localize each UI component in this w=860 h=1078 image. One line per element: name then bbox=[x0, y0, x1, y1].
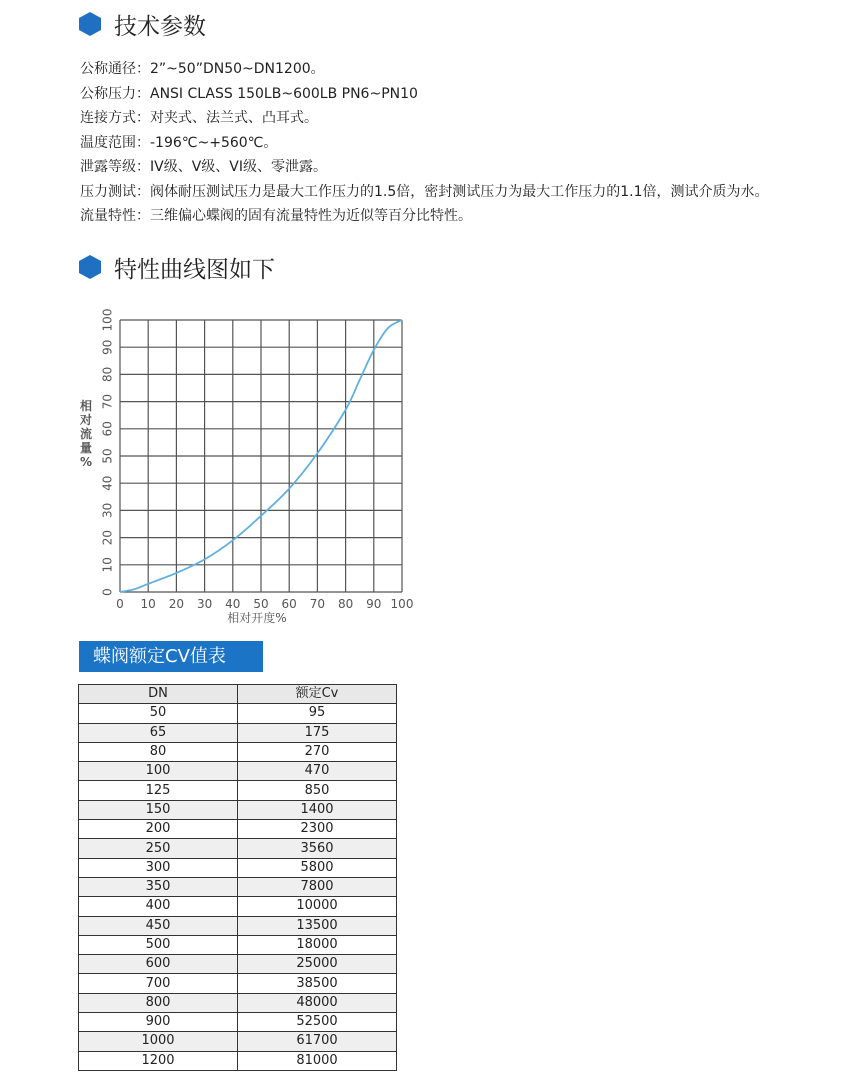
x-tick-label: 10 bbox=[140, 597, 156, 611]
spec-label: 压力测试： bbox=[80, 183, 150, 200]
table-row bbox=[79, 723, 397, 742]
spec-value: 三维偏心蝶阀的固有流量特性为近似等百分比特性。 bbox=[150, 208, 472, 224]
cell-dn: 800 bbox=[79, 993, 238, 1012]
table-row bbox=[79, 781, 397, 800]
cell-dn: 500 bbox=[79, 935, 238, 954]
table-row bbox=[79, 820, 397, 839]
x-tick-label: 0 bbox=[116, 597, 124, 611]
cell-cv: 25000 bbox=[238, 955, 397, 974]
y-tick-label: 80 bbox=[100, 366, 115, 383]
cell-dn: 900 bbox=[79, 1013, 238, 1032]
table-row bbox=[79, 974, 397, 993]
cell-cv: 175 bbox=[238, 723, 397, 742]
spec-value: 阀体耐压测试压力是最大工作压力的1.5倍，密封测试压力为最大工作压力的1.1倍，测试介质为水。 bbox=[150, 183, 769, 200]
spec-row bbox=[80, 106, 769, 131]
table-row bbox=[79, 1013, 397, 1032]
spec-row bbox=[80, 204, 769, 229]
table-row bbox=[79, 955, 397, 974]
x-tick-label: 30 bbox=[196, 597, 213, 611]
cell-cv: 81000 bbox=[238, 1051, 397, 1070]
cell-cv: 3560 bbox=[238, 839, 397, 858]
spec-label: 公称压力： bbox=[80, 85, 150, 102]
cv-table-title: 蝶阀额定CV值表 bbox=[79, 641, 263, 672]
cell-cv: 95 bbox=[238, 704, 397, 723]
y-axis-label-char: 相 bbox=[79, 399, 93, 413]
y-tick-label: 90 bbox=[100, 339, 115, 355]
chart-svg bbox=[72, 295, 432, 635]
table-row bbox=[79, 742, 397, 761]
cell-dn: 125 bbox=[79, 781, 238, 800]
cell-cv: 38500 bbox=[238, 974, 397, 993]
table-header-row bbox=[79, 685, 397, 704]
x-tick-label: 60 bbox=[281, 597, 297, 611]
y-tick-label: 50 bbox=[100, 448, 115, 464]
spec-label: 泄露等级： bbox=[80, 159, 150, 175]
spec-value: 对夹式、法兰式、凸耳式。 bbox=[150, 110, 318, 126]
table-row bbox=[79, 1051, 397, 1070]
cell-cv: 850 bbox=[238, 781, 397, 800]
table-row bbox=[79, 839, 397, 858]
cv-table bbox=[78, 684, 397, 1071]
y-axis-label-char: % bbox=[79, 455, 93, 469]
cell-dn: 200 bbox=[79, 820, 238, 839]
section-title-curve: 特性曲线图如下 bbox=[114, 257, 275, 283]
cell-cv: 7800 bbox=[238, 877, 397, 896]
cell-dn: 1000 bbox=[79, 1032, 238, 1051]
x-tick-label: 50 bbox=[253, 597, 269, 611]
spec-row bbox=[80, 57, 769, 82]
spec-list bbox=[80, 57, 769, 229]
cell-dn: 50 bbox=[79, 704, 238, 723]
hexagon-bullet-icon bbox=[79, 12, 101, 36]
spec-row bbox=[80, 131, 769, 156]
table-row bbox=[79, 897, 397, 916]
x-tick-label: 40 bbox=[225, 597, 241, 611]
cell-dn: 150 bbox=[79, 800, 238, 819]
spec-value: IV级、V级、VI级、零泄露。 bbox=[150, 159, 327, 175]
cell-dn: 350 bbox=[79, 877, 238, 896]
spec-label: 温度范围： bbox=[80, 134, 150, 151]
cell-cv: 2300 bbox=[238, 820, 397, 839]
cell-dn: 100 bbox=[79, 762, 238, 781]
column-header-dn: DN bbox=[79, 685, 238, 704]
table-row bbox=[79, 858, 397, 877]
y-tick-label: 70 bbox=[100, 393, 115, 410]
table-row bbox=[79, 1032, 397, 1051]
cell-cv: 48000 bbox=[238, 993, 397, 1012]
cell-cv: 5800 bbox=[238, 858, 397, 877]
table-row bbox=[79, 704, 397, 723]
cell-dn: 65 bbox=[79, 723, 238, 742]
cell-cv: 470 bbox=[238, 762, 397, 781]
table-row bbox=[79, 935, 397, 954]
section-title-tech-params: 技术参数 bbox=[114, 14, 206, 40]
x-axis-label: 相对开度% bbox=[227, 611, 287, 625]
table-row bbox=[79, 993, 397, 1012]
spec-row bbox=[80, 155, 769, 180]
y-axis-label-char: 流 bbox=[79, 427, 93, 441]
cell-cv: 52500 bbox=[238, 1013, 397, 1032]
table-row bbox=[79, 916, 397, 935]
spec-label: 连接方式： bbox=[80, 110, 150, 126]
cell-cv: 13500 bbox=[238, 916, 397, 935]
cell-cv: 18000 bbox=[238, 935, 397, 954]
spec-row bbox=[80, 180, 769, 205]
cell-dn: 450 bbox=[79, 916, 238, 935]
cell-dn: 300 bbox=[79, 858, 238, 877]
cell-cv: 270 bbox=[238, 742, 397, 761]
y-axis-label-char: 量 bbox=[79, 441, 93, 455]
spec-label: 流量特性： bbox=[80, 208, 150, 224]
cell-cv: 1400 bbox=[238, 800, 397, 819]
y-tick-label: 40 bbox=[100, 475, 115, 491]
y-tick-label: 30 bbox=[100, 502, 115, 519]
flow-characteristic-chart bbox=[72, 295, 432, 639]
x-tick-label: 90 bbox=[366, 597, 382, 611]
cell-dn: 1200 bbox=[79, 1051, 238, 1070]
cell-dn: 600 bbox=[79, 955, 238, 974]
spec-value: ANSI CLASS 150LB~600LB PN6~PN10 bbox=[150, 85, 418, 102]
cell-dn: 80 bbox=[79, 742, 238, 761]
spec-row bbox=[80, 82, 769, 107]
x-tick-label: 100 bbox=[390, 597, 414, 611]
y-tick-label: 100 bbox=[100, 308, 115, 332]
table-row bbox=[79, 762, 397, 781]
cell-cv: 61700 bbox=[238, 1032, 397, 1051]
y-axis-label-char: 对 bbox=[79, 413, 93, 427]
table-row bbox=[79, 877, 397, 896]
cell-dn: 250 bbox=[79, 839, 238, 858]
cell-dn: 700 bbox=[79, 974, 238, 993]
x-tick-label: 80 bbox=[337, 597, 354, 611]
y-tick-label: 60 bbox=[100, 421, 115, 437]
x-tick-label: 70 bbox=[309, 597, 326, 611]
spec-value: 2”~50”DN50~DN1200。 bbox=[150, 61, 325, 77]
y-tick-label: 0 bbox=[100, 588, 115, 596]
y-tick-label: 10 bbox=[100, 557, 115, 573]
cell-cv: 10000 bbox=[238, 897, 397, 916]
y-tick-label: 20 bbox=[100, 529, 115, 546]
spec-value: -196℃~+560℃。 bbox=[150, 134, 278, 151]
cell-dn: 400 bbox=[79, 897, 238, 916]
spec-label: 公称通径： bbox=[80, 61, 150, 77]
column-header-cv: 额定Cv bbox=[238, 685, 397, 704]
x-tick-label: 20 bbox=[168, 597, 185, 611]
hexagon-bullet-icon bbox=[79, 255, 101, 279]
table-row bbox=[79, 800, 397, 819]
